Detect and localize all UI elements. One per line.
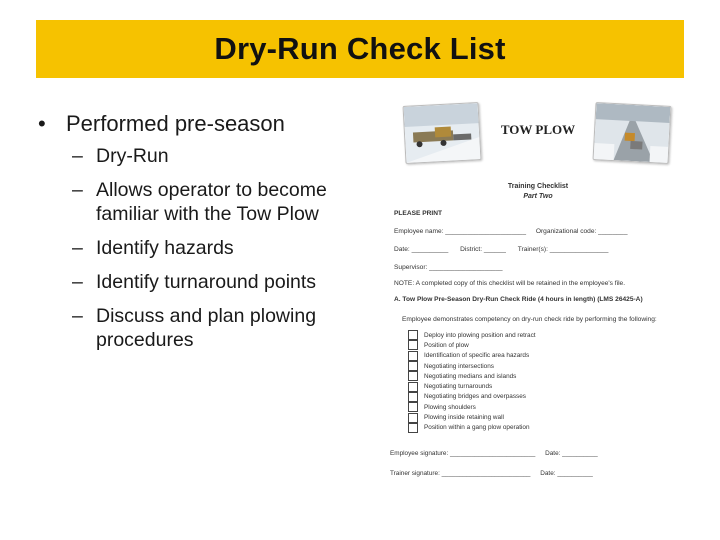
tow-plow-photo-left — [403, 102, 482, 164]
tow-plow-photo-right — [593, 102, 672, 164]
checkbox — [408, 361, 418, 371]
tow-plow-logo-text: TOW PLOW — [500, 122, 576, 137]
employee-signature-row: Employee signature: ________________________ Date: __________ — [390, 450, 598, 457]
form-instruction: Employee demonstrates competency on dry-run check ride by performing the following: — [402, 316, 657, 323]
sub-bullet: – Discuss and plan plowing procedures — [72, 305, 317, 351]
trainer-signature-row: Trainer signature: _________________________ Date: __________ — [390, 470, 593, 477]
form-heading: Training Checklist Part Two — [507, 183, 569, 200]
form-note: NOTE: A completed copy of this checklist will be retained in the employee's file. — [394, 280, 626, 287]
checklist-item: Plowing inside retaining wall — [408, 412, 536, 422]
checklist-item: Negotiating bridges and overpasses — [408, 392, 536, 402]
checklist-item: Deploy into plowing position and retract — [408, 330, 536, 340]
main-bullet-text: Performed pre-season — [66, 111, 285, 136]
checklist-item: Negotiating turnarounds — [408, 381, 536, 391]
checklist-item: Negotiating intersections — [408, 361, 536, 371]
please-print-label: PLEASE PRINT — [394, 210, 442, 217]
section-a-heading: A. Tow Plow Pre-Season Dry-Run Check Ride (4 hours in length) (LMS 26425-A) — [394, 296, 643, 303]
checklist-form-image — [388, 100, 688, 500]
checklist-item: Negotiating medians and islands — [408, 371, 536, 381]
checklist-item: Plowing shoulders — [408, 402, 536, 412]
checkbox — [408, 413, 418, 423]
supervisor-field: Supervisor: ____________________ — [394, 264, 503, 271]
checkbox — [408, 340, 418, 350]
slide-title: Dry-Run Check List — [214, 31, 506, 66]
sub-bullet: – Dry-Run — [72, 145, 169, 167]
bullet-dot-icon: • — [38, 111, 46, 136]
checkbox — [408, 371, 418, 381]
sub-bullet: – Identify turnaround points — [72, 271, 317, 293]
checklist-items — [408, 330, 536, 433]
sub-bullet-list — [36, 144, 376, 352]
date-district-trainer-row: Date: __________ District: ______ Trainer(s): ________________ — [394, 246, 609, 253]
checkbox — [408, 423, 418, 433]
sub-bullet: – Allows operator to become familiar with the Tow Plow — [72, 179, 327, 225]
main-bullet — [36, 108, 376, 140]
sub-bullet: – Identify hazards — [72, 237, 234, 259]
checkbox — [408, 402, 418, 412]
checkbox — [408, 330, 418, 340]
title-bar — [36, 20, 684, 78]
checklist-item: Position within a gang plow operation — [408, 423, 536, 433]
bullet-list — [36, 108, 376, 362]
checkbox — [408, 382, 418, 392]
employee-name-field: Employee name: ______________________ Organizational code: ________ — [394, 228, 628, 235]
checklist-item: Identification of specific area hazards — [408, 351, 536, 361]
checkbox — [408, 351, 418, 361]
checklist-item: Position of plow — [408, 340, 536, 350]
checkbox — [408, 392, 418, 402]
